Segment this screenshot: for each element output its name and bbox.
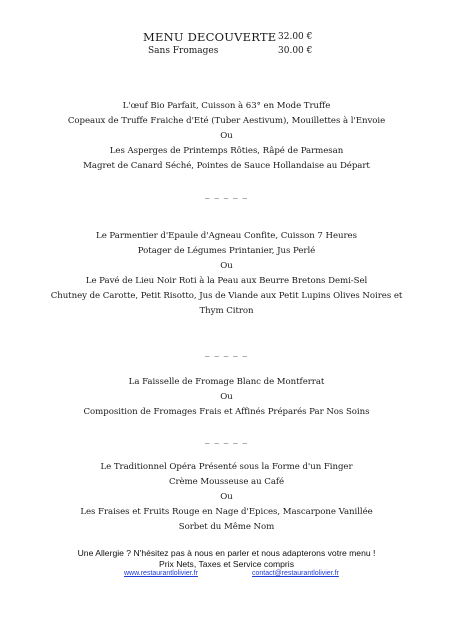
course3-dish1: La Faisselle de Fromage Blanc de Montferrat <box>128 377 325 387</box>
separator-3: _ _ _ _ _ <box>205 434 248 444</box>
course1-dish2-detail: Magret de Canard Séché, Pointes de Sauce Hollandaise au Départ <box>83 161 370 171</box>
course1-or: Ou <box>220 131 233 141</box>
allergy-notice: Une Allergie ? N'hésitez pas à nous en parler et nous adapterons votre menu ! <box>77 548 376 558</box>
course1-dish1-title: L'œuf Bio Parfait, Cuisson à 63° en Mode Truffe <box>122 101 331 111</box>
course4-dish2-title: Les Fraises et Fruits Rouge en Nage d'Epices, Mascarpone Vanillée <box>80 507 373 517</box>
course2-dish2-detail-cont: Thym Citron <box>199 306 254 316</box>
email-link[interactable]: contact@restaurantlolivier.fr <box>252 570 339 577</box>
prices-notice: Prix Nets, Taxes et Service compris <box>159 559 294 569</box>
course2-dish2-title: Le Pavé de Lieu Noir Roti à la Peau aux Beurre Bretons Demi-Sel <box>85 276 368 286</box>
menu-subtitle: Sans Fromages <box>148 46 219 56</box>
course2-dish1-title: Le Parmentier d'Epaule d'Agneau Confite, Cuisson 7 Heures <box>96 231 357 241</box>
course2-dish1-detail: Potager de Légumes Printanier, Jus Perlé <box>137 246 316 256</box>
menu-price: 32.00 € <box>278 32 313 42</box>
course2-or: Ou <box>220 261 233 271</box>
separator-1: _ _ _ _ _ <box>205 189 248 199</box>
course2-dish2-detail: Chutney de Carotte, Petit Risotto, Jus de Viande aux Petit Lupins Olives Noires et <box>50 291 403 301</box>
course4-dish1-title: Le Traditionnel Opéra Présenté sous la Forme d'un Finger <box>100 462 353 472</box>
separator-2: _ _ _ _ _ <box>205 347 248 357</box>
course1-dish2-title: Les Asperges de Printemps Rôties, Râpé de Parmesan <box>109 146 344 156</box>
course3-or: Ou <box>220 392 233 402</box>
menu-title: MENU DECOUVERTE <box>143 30 277 44</box>
course4-dish1-detail: Crème Mousseuse au Café <box>168 477 285 487</box>
course1-dish1-detail: Copeaux de Truffe Fraiche d'Eté (Tuber Aestivum), Mouillettes à l'Envoie <box>67 116 386 126</box>
website-link[interactable]: www.restaurantlolivier.fr <box>124 570 198 577</box>
course4-or: Ou <box>220 492 233 502</box>
course4-dish2-detail: Sorbet du Même Nom <box>178 522 275 532</box>
menu-subtitle-price: 30.00 € <box>278 46 313 56</box>
course3-dish2: Composition de Fromages Frais et Affinés Préparés Par Nos Soins <box>83 407 370 417</box>
